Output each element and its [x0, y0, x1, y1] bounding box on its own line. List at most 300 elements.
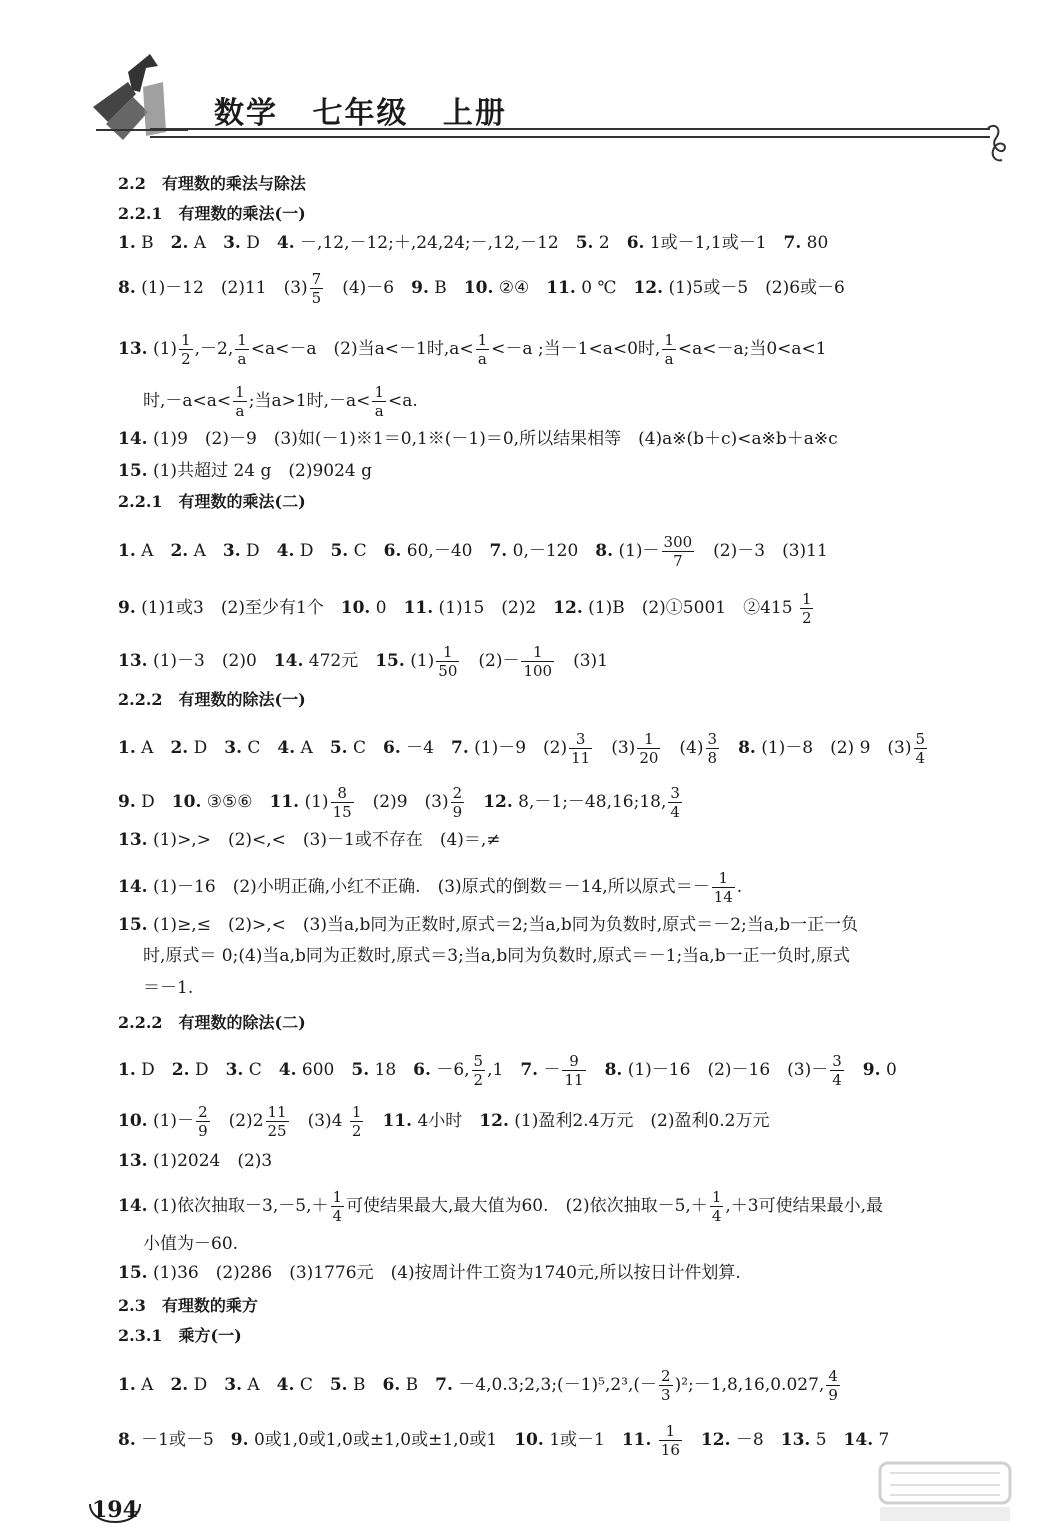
answer-line	[118, 784, 684, 821]
fraction-denominator: 15	[332, 803, 352, 821]
fraction-numerator: 5	[915, 730, 926, 748]
answer-text: 600	[296, 1060, 352, 1080]
fraction-numerator: 1	[235, 383, 245, 401]
question-number: 5.	[330, 541, 349, 561]
fraction	[179, 331, 193, 368]
question-number: 12.	[700, 1430, 731, 1450]
fraction-numerator: 2	[452, 784, 463, 802]
question-number: 10.	[171, 792, 202, 812]
fraction-denominator: 9	[828, 1386, 838, 1404]
answer-text: .	[736, 877, 743, 897]
question-number: 4.	[278, 1060, 297, 1080]
answer-text: D	[240, 233, 277, 253]
answer-text: －8	[730, 1430, 781, 1450]
section-heading: 2.3.1 乘方(一)	[118, 1326, 242, 1345]
answer-text: A	[135, 738, 171, 758]
question-number: 2.	[170, 738, 189, 758]
watermark-logo-icon	[870, 1455, 1020, 1525]
answer-text: 0	[880, 1060, 897, 1080]
answer-text: B	[347, 1375, 383, 1395]
question-number: 10.	[463, 278, 494, 298]
answer-text: )²;－1,8,16,0.027,	[674, 1375, 825, 1395]
answer-text: (1)2024 (2)3	[147, 1151, 273, 1171]
answer-text: (1)15 (2)2	[433, 598, 554, 618]
answer-line	[118, 1052, 897, 1089]
fraction-numerator: 1	[521, 643, 554, 662]
question-number: 11.	[621, 1430, 652, 1450]
fraction	[668, 784, 682, 821]
question-number: 12.	[479, 1111, 509, 1131]
question-number: 14.	[843, 1430, 874, 1450]
fraction-denominator: 100	[523, 662, 553, 680]
answer-text: (1)5或－5 (2)6或－6	[663, 278, 845, 298]
answer-text: ,－2,	[194, 339, 234, 359]
question-number: 4.	[276, 233, 295, 253]
answer-line	[118, 1188, 883, 1225]
answer-text: 小值为－60.	[143, 1234, 239, 1254]
answer-text: (1)依次抽取－3,－5,＋	[147, 1196, 329, 1216]
fraction	[196, 1103, 210, 1140]
answer-text: C	[241, 738, 278, 758]
question-number: 10.	[514, 1430, 544, 1450]
question-number: 4.	[277, 738, 296, 758]
answer-text: A	[295, 738, 330, 758]
fraction	[830, 1052, 844, 1089]
answer-line	[118, 1150, 272, 1172]
question-number: 14.	[118, 429, 148, 449]
answer-text: (1)盈利2.4万元 (2)盈利0.2万元	[508, 1111, 770, 1131]
answer-text: A	[188, 233, 224, 253]
answer-text: ③⑤⑥	[201, 792, 270, 812]
answer-text: (2)－3 (3)11	[696, 541, 828, 561]
answer-line	[118, 331, 827, 368]
fraction-denominator: 16	[660, 1441, 680, 1459]
answer-text: (2)2	[211, 1111, 264, 1131]
answer-line	[118, 1262, 741, 1284]
fraction-denominator: 5	[311, 289, 322, 307]
answer-line	[118, 533, 828, 570]
question-number: 3.	[223, 233, 241, 253]
answer-text	[365, 1111, 382, 1131]
fraction	[710, 1188, 724, 1225]
header-title	[214, 88, 529, 132]
fraction	[800, 590, 814, 627]
answer-text: －6,	[430, 1060, 470, 1080]
question-number: 3.	[222, 541, 241, 561]
fraction-numerator: 1	[637, 730, 660, 749]
question-number: 4.	[276, 1375, 295, 1395]
fraction-numerator: 8	[331, 784, 354, 803]
question-number: 8.	[595, 541, 614, 561]
question-number: 7.	[783, 233, 802, 253]
question-number: 9.	[118, 792, 136, 812]
question-number: 5.	[329, 738, 348, 758]
answer-text: 18	[369, 1060, 414, 1080]
answer-text: A	[241, 1375, 277, 1395]
swirl-ornament-icon	[982, 120, 1010, 164]
question-number: 10.	[340, 598, 371, 618]
answer-text: B	[400, 1375, 436, 1395]
question-number: 5.	[575, 233, 594, 253]
fraction-numerator: 1	[374, 383, 384, 401]
fraction-denominator: 4	[915, 749, 926, 767]
header-rule-bottom	[150, 136, 990, 138]
answer-text: (1)	[404, 651, 435, 671]
answer-text: D	[135, 1060, 172, 1080]
fraction	[233, 383, 247, 420]
question-number: 15.	[118, 915, 148, 935]
answer-text: A	[135, 1375, 171, 1395]
question-number: 13.	[118, 339, 148, 359]
fraction-denominator: 8	[707, 749, 718, 767]
answer-line	[118, 460, 372, 482]
answer-text	[588, 1060, 605, 1080]
fraction-denominator: 4	[832, 1071, 842, 1089]
question-number: 9.	[118, 598, 136, 618]
question-number: 11.	[269, 792, 300, 812]
fraction-numerator: 5	[473, 1052, 484, 1070]
question-number: 7.	[451, 738, 469, 758]
answer-text: －,12,－12;＋,24,24;－,12,－12	[294, 233, 576, 253]
question-number: 3.	[224, 738, 242, 758]
answer-text	[846, 1060, 863, 1080]
fraction-numerator: 3	[569, 730, 592, 749]
answer-text: <a<－a (2)当a<－1时,a<	[250, 339, 474, 359]
answer-text: (1)36 (2)286 (3)1776元 (4)按周计件工资为1740元,所以按日计件划算.	[147, 1263, 741, 1283]
answer-text: 60,－40	[401, 541, 490, 561]
answer-text: (1)≥,≤ (2)>,< (3)当a,b同为正数时,原式＝2;当a,b同为负数时,原式＝－2;当a,b一正一负	[147, 915, 859, 935]
answer-text: 时,－a<a<	[143, 391, 232, 411]
answer-text: (1)1或3 (2)至少有1个	[135, 598, 341, 618]
fraction	[914, 730, 928, 767]
fraction	[637, 730, 660, 767]
question-number: 14.	[273, 651, 304, 671]
fraction-denominator: 50	[438, 662, 458, 680]
question-number: 1.	[118, 541, 136, 561]
fraction-denominator: 9	[198, 1122, 208, 1140]
question-number: 5.	[329, 1375, 348, 1395]
fraction-numerator: 2	[661, 1367, 671, 1385]
answer-text: (2)9 (3)	[355, 792, 449, 812]
answer-line-continuation	[143, 977, 193, 999]
answer-text: D	[240, 541, 277, 561]
fraction-numerator: 1	[332, 1188, 343, 1206]
answer-text: 0,－120	[507, 541, 596, 561]
question-number: 7.	[435, 1375, 453, 1395]
answer-line	[118, 1103, 770, 1140]
fraction-denominator: 25	[267, 1122, 287, 1140]
answer-text: 8,－1;－48,16;18,	[512, 792, 667, 812]
answer-text: (3)4	[290, 1111, 348, 1131]
answer-text: D	[135, 792, 172, 812]
question-number: 12.	[553, 598, 583, 618]
question-number: 1.	[118, 738, 136, 758]
answer-text: (1)－	[147, 1111, 195, 1131]
fraction-numerator: 1	[181, 331, 191, 349]
header-grade: 七年级	[312, 96, 409, 131]
answer-text: (4)	[662, 738, 704, 758]
question-number: 13.	[780, 1430, 811, 1450]
fraction-denominator: a	[235, 402, 245, 420]
answer-text: 4小时	[412, 1111, 480, 1131]
question-number: 8.	[604, 1060, 623, 1080]
fraction	[826, 1367, 840, 1404]
answer-text: (2)－	[461, 651, 520, 671]
answer-text: 7	[873, 1430, 890, 1450]
question-number: 1.	[118, 233, 136, 253]
answer-text: D	[188, 1375, 225, 1395]
fraction	[331, 784, 354, 821]
answer-text: 时,原式＝ 0;(4)当a,b同为正数时,原式＝3;当a,b同为负数时,原式＝－1;当a,b一正一负时,原式	[143, 946, 850, 966]
answer-text: (1)－16 (2)小明正确,小红不正确. (3)原式的倒数＝－14,所以原式＝－	[147, 877, 710, 897]
question-number: 1.	[118, 1060, 136, 1080]
fraction-denominator: a	[477, 350, 487, 368]
answer-text: ②④	[493, 278, 547, 298]
fraction	[235, 331, 249, 368]
fraction	[436, 643, 459, 680]
fraction-denominator: a	[664, 350, 674, 368]
fraction	[451, 784, 465, 821]
answer-text: 2	[593, 233, 627, 253]
fraction-denominator: 4	[670, 803, 680, 821]
fraction	[372, 383, 386, 420]
answer-text: 472元	[303, 651, 376, 671]
answer-text: <－a ;当－1<a<0时,	[491, 339, 661, 359]
answer-text: (1)－16 (2)－16 (3)－	[622, 1060, 829, 1080]
answer-text: A	[135, 541, 171, 561]
section-heading: 2.2.1 有理数的乘法(一)	[118, 204, 306, 223]
fraction-numerator: 1	[237, 331, 247, 349]
fraction-denominator: 14	[713, 888, 733, 906]
question-number: 2.	[171, 1060, 190, 1080]
answer-text: 可使结果最大,最大值为60. (2)依次抽取－5,＋	[346, 1196, 708, 1216]
answer-text: 0 ℃	[575, 278, 634, 298]
answer-line-continuation	[143, 1233, 238, 1255]
fraction-numerator: 3	[670, 784, 680, 802]
fraction-numerator: 1	[712, 869, 735, 888]
answer-text: D	[294, 541, 331, 561]
answer-text: 5	[810, 1430, 844, 1450]
question-number: 12.	[633, 278, 664, 298]
question-number: 6.	[383, 738, 401, 758]
fraction-denominator: 4	[332, 1207, 343, 1225]
fraction	[569, 730, 592, 767]
fraction-denominator: 20	[639, 749, 659, 767]
fraction-denominator: 2	[181, 350, 191, 368]
answer-text: D	[189, 1060, 226, 1080]
fraction-numerator: 1	[477, 331, 488, 349]
fraction-numerator: 1	[664, 331, 674, 349]
answer-text: D	[188, 738, 225, 758]
fraction-numerator: 7	[311, 270, 322, 288]
fraction	[476, 331, 490, 368]
fraction	[659, 1367, 673, 1404]
answer-line	[118, 232, 828, 254]
fraction	[712, 869, 735, 906]
answer-text: <a<－a;当0<a<1	[677, 339, 827, 359]
question-number: 3.	[225, 1060, 244, 1080]
fraction-numerator: 9	[562, 1052, 585, 1071]
section-heading: 2.3 有理数的乘方	[118, 1296, 258, 1315]
answer-line	[118, 1367, 842, 1404]
question-number: 11.	[403, 598, 434, 618]
answer-text: C	[348, 541, 384, 561]
question-number: 11.	[382, 1111, 413, 1131]
fraction-denominator: 11	[571, 749, 591, 767]
question-number: 4.	[276, 541, 295, 561]
answer-text	[721, 738, 738, 758]
fraction-denominator: 11	[564, 1071, 584, 1089]
question-number: 13.	[118, 830, 148, 850]
header-volume: 上册	[442, 96, 507, 131]
answer-text: (1)9 (2)－9 (3)如(－1)※1＝0,1※(－1)＝0,所以结果相等 (4)a※(b＋c)<a※b＋a※c	[147, 429, 838, 449]
header-rule-top	[150, 128, 990, 130]
section-heading: 2.2.2 有理数的除法(一)	[118, 690, 306, 709]
fraction-denominator: 4	[711, 1207, 722, 1225]
section-heading: 2.2 有理数的乘法与除法	[118, 174, 306, 193]
answer-line	[118, 643, 608, 680]
question-number: 2.	[170, 541, 189, 561]
question-number: 8.	[738, 738, 756, 758]
fraction-denominator: 2	[351, 1122, 362, 1140]
page-number: 194	[92, 1497, 138, 1523]
answer-text: －	[538, 1060, 561, 1080]
answer-line	[118, 730, 929, 767]
answer-text: B	[428, 278, 464, 298]
answer-text: A	[188, 541, 223, 561]
answer-text: B	[135, 233, 171, 253]
answer-text: <a.	[387, 391, 418, 411]
answer-text: (1)B (2)①5001 ②415	[582, 598, 798, 618]
answer-text: (1)共超过 24 g (2)9024 g	[147, 461, 373, 481]
question-number: 10.	[118, 1111, 148, 1131]
fraction-numerator: 300	[663, 533, 693, 551]
answer-text: C	[347, 738, 384, 758]
question-number: 15.	[118, 1263, 148, 1283]
answer-text	[684, 1430, 701, 1450]
fraction-numerator: 3	[832, 1052, 842, 1070]
question-number: 6.	[382, 1375, 401, 1395]
fraction	[350, 1103, 364, 1140]
fraction	[662, 533, 695, 570]
fraction	[562, 1052, 585, 1089]
fraction-denominator: 3	[661, 1386, 671, 1404]
fraction-numerator: 1	[711, 1188, 722, 1206]
question-number: 13.	[118, 1151, 148, 1171]
answer-text: (1)>,> (2)<,< (3)－1或不存在 (4)＝,≠	[147, 830, 501, 850]
answer-text: (1)－8 (2) 9 (3)	[755, 738, 912, 758]
answer-line	[118, 428, 838, 450]
question-number: 13.	[118, 651, 148, 671]
fraction	[521, 643, 554, 680]
fraction-numerator: 1	[659, 1422, 682, 1441]
fraction-numerator: 1	[436, 643, 459, 662]
answer-text: (3)	[594, 738, 636, 758]
answer-line	[118, 869, 742, 906]
answer-text: C	[243, 1060, 279, 1080]
fraction-numerator: 1	[351, 1103, 362, 1121]
question-number: 12.	[483, 792, 513, 812]
fraction	[659, 1422, 682, 1459]
question-number: 6.	[626, 233, 645, 253]
question-number: 9.	[862, 1060, 881, 1080]
fraction-denominator: 9	[452, 803, 463, 821]
answer-text	[651, 1430, 656, 1450]
answer-line	[118, 590, 815, 627]
answer-line	[118, 270, 845, 307]
answer-text: (1)－12 (2)11 (3)	[135, 278, 308, 298]
section-heading: 2.2.2 有理数的除法(二)	[118, 1013, 306, 1032]
fraction	[706, 730, 720, 767]
fraction	[310, 270, 324, 307]
question-number: 1.	[118, 1375, 136, 1395]
fraction-denominator: a	[374, 402, 384, 420]
answer-text: (3)1	[556, 651, 609, 671]
fraction-numerator: 11	[267, 1103, 287, 1121]
question-number: 2.	[170, 1375, 189, 1395]
answer-text: 1或－1,1或－1	[644, 233, 784, 253]
answer-text: ,＋3可使结果最小,最	[725, 1196, 883, 1216]
answer-text: 1或－1	[543, 1430, 622, 1450]
answer-text: (1)	[147, 339, 178, 359]
fraction	[266, 1103, 289, 1140]
fraction-numerator: 2	[198, 1103, 208, 1121]
question-number: 9.	[230, 1430, 249, 1450]
question-number: 14.	[118, 1196, 148, 1216]
question-number: 15.	[118, 461, 148, 481]
fraction	[662, 331, 676, 368]
fraction	[472, 1052, 486, 1089]
answer-text: ;当a>1时,－a<	[248, 391, 371, 411]
answer-line	[118, 914, 858, 936]
answer-text: ,1	[487, 1060, 521, 1080]
answer-text: 0	[370, 598, 404, 618]
fraction-numerator: 1	[801, 590, 812, 608]
answer-text: (1)－	[613, 541, 660, 561]
question-number: 3.	[224, 1375, 242, 1395]
fraction-denominator: a	[237, 350, 247, 368]
answer-text: 80	[801, 233, 829, 253]
question-number: 8.	[118, 1430, 136, 1450]
question-number: 15.	[375, 651, 405, 671]
question-number: 5.	[351, 1060, 370, 1080]
answer-text: －4	[400, 738, 451, 758]
question-number: 11.	[546, 278, 576, 298]
fraction-denominator: 2	[801, 609, 812, 627]
question-number: 9.	[411, 278, 429, 298]
answer-text: (1)	[299, 792, 329, 812]
answer-text: 0或1,0或1,0或±1,0或±1,0或1	[248, 1430, 515, 1450]
fraction-numerator: 4	[828, 1367, 838, 1385]
question-number: 6.	[383, 541, 402, 561]
question-number: 14.	[118, 877, 148, 897]
answer-line-continuation	[143, 383, 418, 420]
answer-line	[118, 1422, 889, 1459]
answer-line-continuation	[143, 945, 850, 967]
fraction-denominator: 2	[473, 1071, 484, 1089]
header-subject: 数学	[214, 96, 278, 131]
question-number: 7.	[520, 1060, 539, 1080]
answer-text: －1或－5	[135, 1430, 231, 1450]
fraction-numerator: 3	[707, 730, 718, 748]
answer-text: (1)－3 (2)0	[147, 651, 274, 671]
question-number: 2.	[170, 233, 189, 253]
answer-text	[466, 792, 483, 812]
answer-text: C	[294, 1375, 330, 1395]
question-number: 7.	[489, 541, 508, 561]
answer-text: －4,0.3;2,3;(－1)⁵,2³,(－	[452, 1375, 658, 1395]
section-heading: 2.2.1 有理数的乘法(二)	[118, 492, 306, 511]
